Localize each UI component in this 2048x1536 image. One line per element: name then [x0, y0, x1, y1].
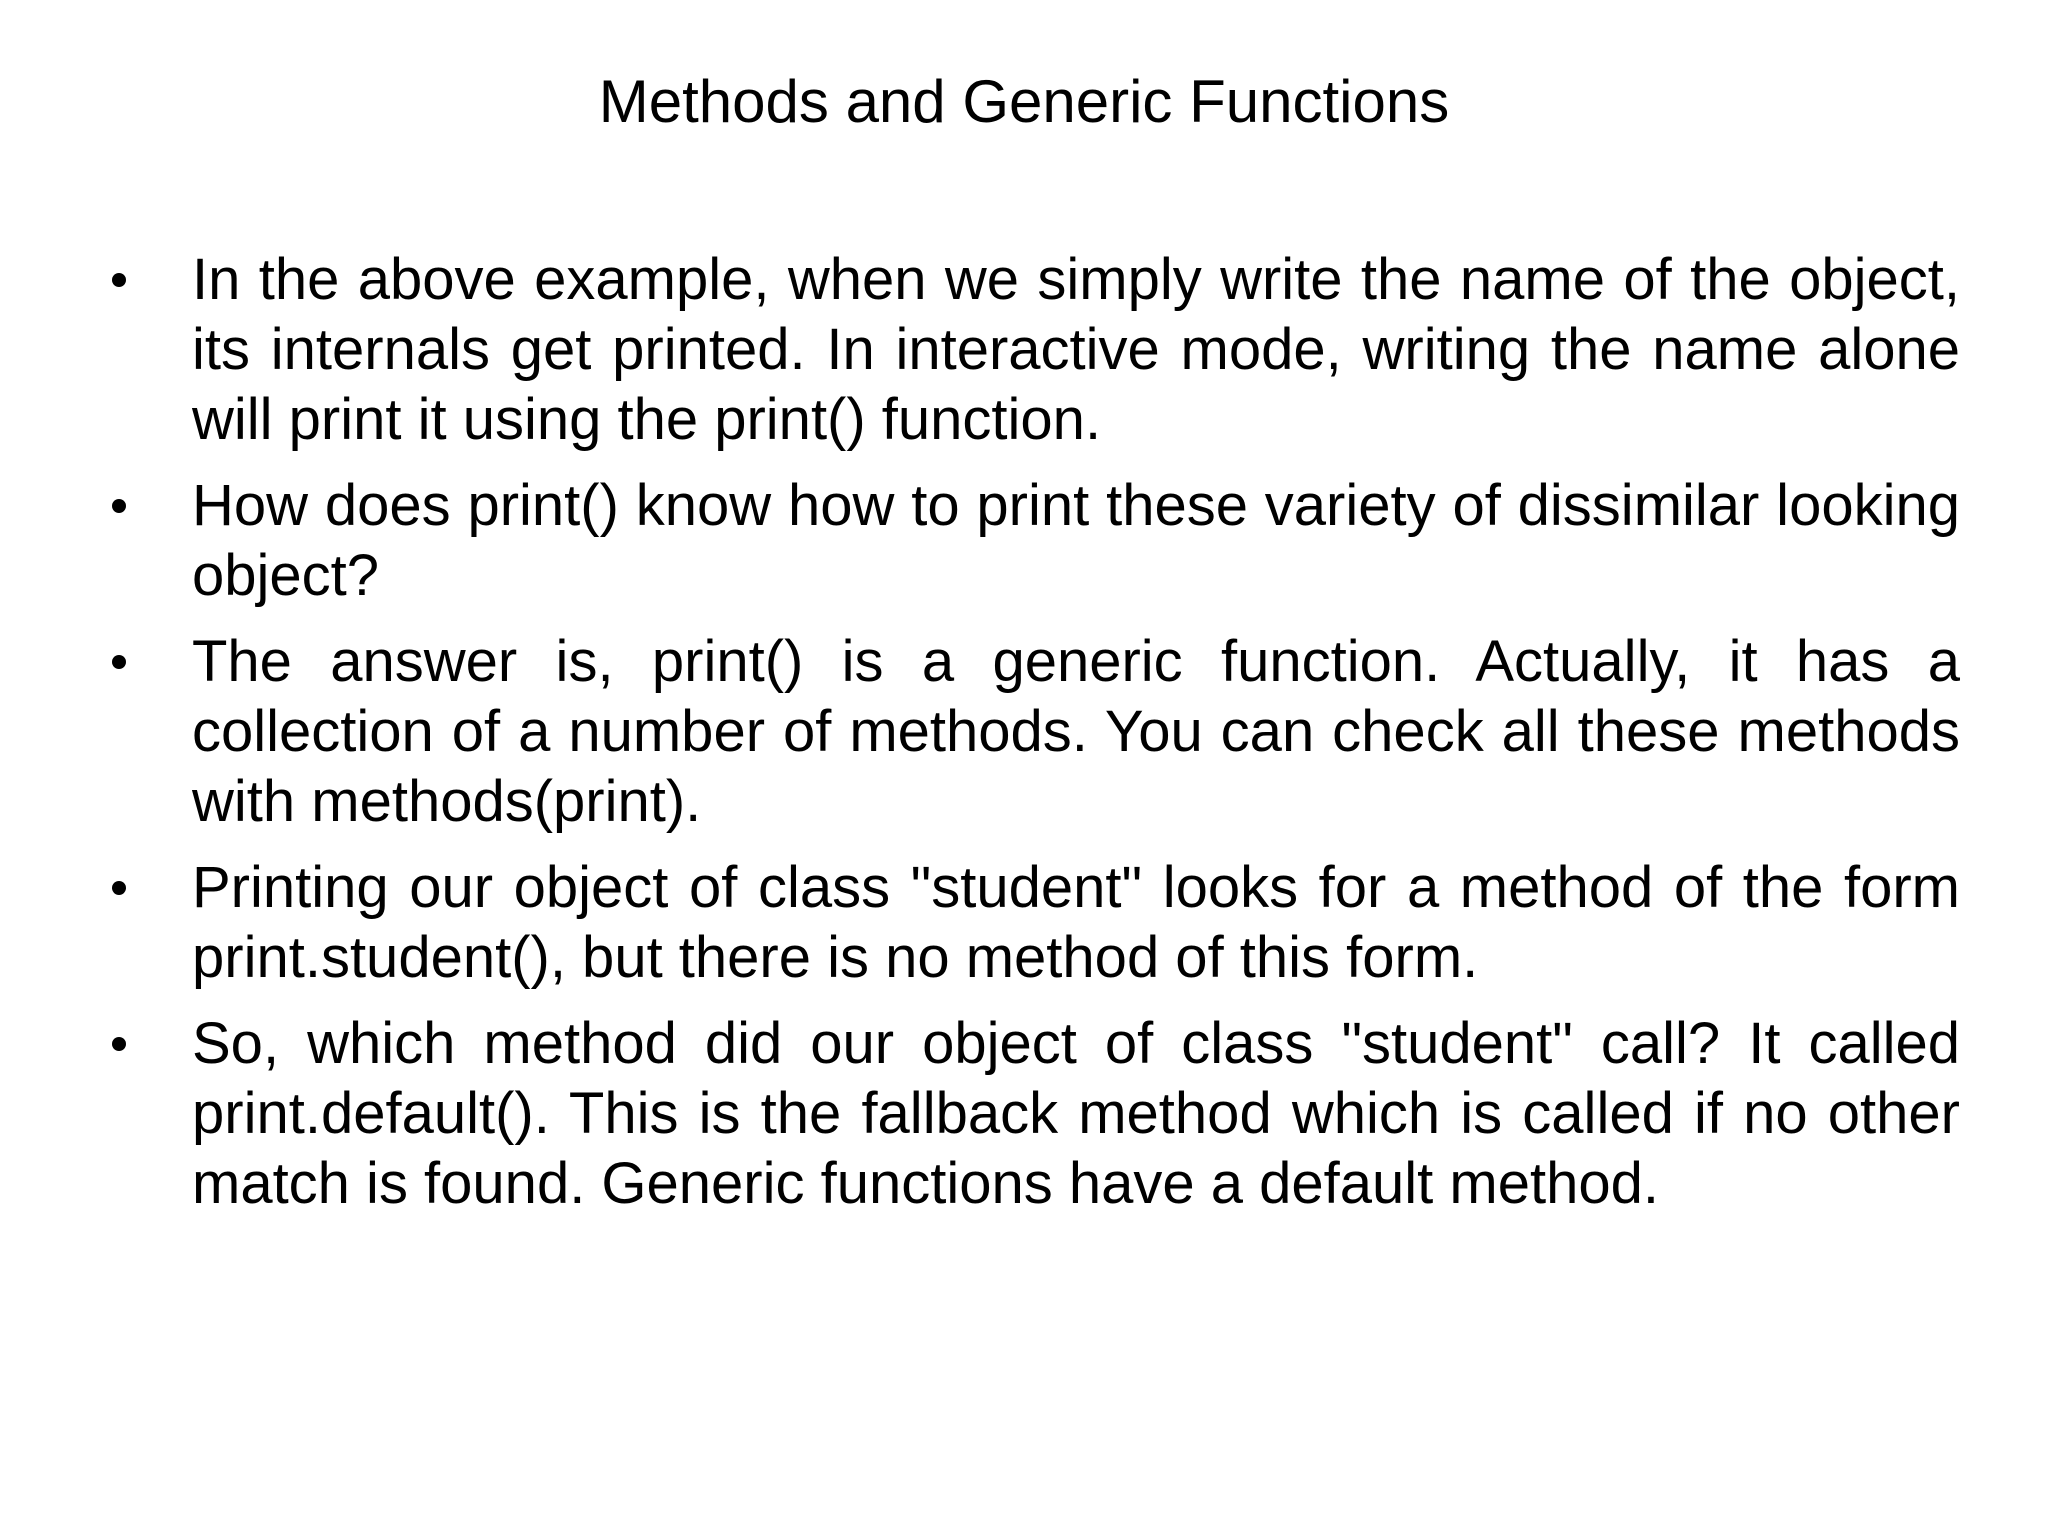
bullet-list: [100, 245, 1960, 1235]
bullet-icon: [112, 1037, 126, 1051]
bullet-item: [100, 853, 1960, 993]
bullet-item: [100, 245, 1960, 455]
bullet-icon: [112, 655, 126, 669]
bullet-item: [100, 471, 1960, 611]
bullet-icon: [112, 881, 126, 895]
slide-title: Methods and Generic Functions: [598, 68, 1450, 135]
bullet-text: Printing our object of class "student" looks for a method of the form print.student(), but there is no method of this form.: [192, 855, 1960, 990]
bullet-text: How does print() know how to print these variety of dissimilar looking object?: [192, 473, 1960, 608]
bullet-icon: [112, 273, 126, 287]
bullet-text: In the above example, when we simply write the name of the object, its internals get printed. In interactive mode, writing the name alone will print it using the print() function.: [192, 247, 1960, 452]
bullet-item: [100, 1009, 1960, 1219]
bullet-item: [100, 627, 1960, 837]
bullet-icon: [112, 499, 126, 513]
bullet-text: So, which method did our object of class "student" call? It called print.default(). This is the fallback method which is called if no other match is found. Generic functions have a default method.: [192, 1011, 1960, 1216]
bullet-text: The answer is, print() is a generic function. Actually, it has a collection of a number of methods. You can check all these methods with methods(print).: [192, 629, 1960, 834]
